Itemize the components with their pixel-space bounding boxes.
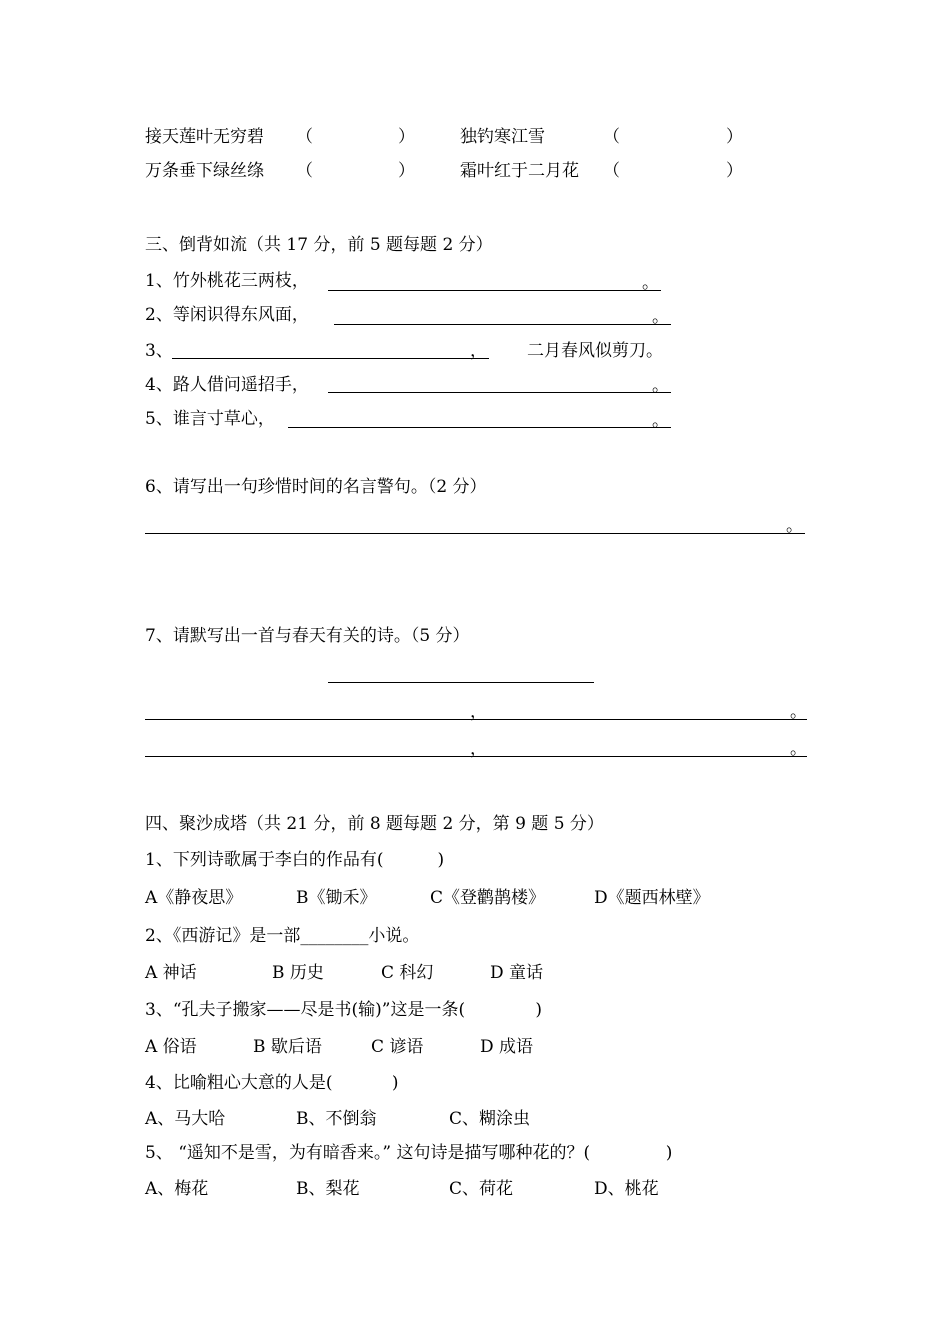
period-mark: 。 xyxy=(790,739,807,759)
option-a: A 俗语 xyxy=(145,1037,197,1057)
close-paren: ） xyxy=(398,127,415,147)
option-c: C《登鹳鹊楼》 xyxy=(430,888,546,908)
option-a: A、梅花 xyxy=(145,1179,209,1199)
option-b: B 歇后语 xyxy=(253,1037,322,1057)
period-mark: 。 xyxy=(790,702,807,722)
question-3-6: 6、请写出一句珍惜时间的名言警句。（2 分） xyxy=(145,477,487,497)
question-3-3-prefix: 3、 xyxy=(145,341,173,361)
answer-blank[interactable] xyxy=(145,533,805,534)
answer-blank[interactable] xyxy=(334,324,671,325)
period-mark: 。 xyxy=(642,273,659,293)
comma-mark: ， xyxy=(470,702,487,722)
question-4-4: 4、比喻粗心大意的人是( ) xyxy=(145,1073,399,1093)
close-paren: ） xyxy=(398,161,415,181)
question-3-2: 2、等闲识得东风面， xyxy=(145,305,309,325)
question-3-4: 4、路人借问遥招手， xyxy=(145,375,309,395)
option-b: B 历史 xyxy=(272,963,324,983)
option-d: D 童话 xyxy=(490,963,544,983)
open-paren: （ xyxy=(603,127,620,147)
answer-blank[interactable] xyxy=(288,427,671,428)
question-3-7: 7、请默写出一首与春天有关的诗。（5 分） xyxy=(145,626,470,646)
question-4-5: 5、 “遥知不是雪，为有暗香来。” 这句诗是描写哪种花的？( ) xyxy=(145,1143,673,1163)
comma-mark: ， xyxy=(470,341,487,361)
option-c: C 谚语 xyxy=(371,1037,424,1057)
close-paren: ） xyxy=(726,127,743,147)
question-3-5: 5、谁言寸草心， xyxy=(145,409,275,429)
option-c: C、荷花 xyxy=(449,1179,514,1199)
option-c: C 科幻 xyxy=(381,963,434,983)
question-4-1: 1、下列诗歌属于李白的作品有( ) xyxy=(145,850,445,870)
question-3-1: 1、竹外桃花三两枝， xyxy=(145,271,309,291)
option-b: B、不倒翁 xyxy=(296,1109,377,1129)
open-paren: （ xyxy=(603,161,620,181)
poem-line-4: 霜叶红于二月花 xyxy=(460,161,579,181)
option-b: B《锄禾》 xyxy=(296,888,377,908)
period-mark: 。 xyxy=(652,307,669,327)
question-4-3: 3、“孔夫子搬家——尽是书(输)”这是一条( ) xyxy=(145,1000,542,1020)
comma-mark: ， xyxy=(470,739,487,759)
poem-line-1: 接天莲叶无穷碧 xyxy=(145,127,264,147)
option-a: A、马大哈 xyxy=(145,1109,226,1129)
period-mark: 。 xyxy=(786,516,803,536)
option-a: A《静夜思》 xyxy=(145,888,243,908)
section-4-title: 四、聚沙成塔（共 21 分，前 8 题每题 2 分，第 9 题 5 分） xyxy=(145,814,604,834)
open-paren: （ xyxy=(296,127,313,147)
option-d: D、桃花 xyxy=(594,1179,659,1199)
poem-line-3: 万条垂下绿丝绦 xyxy=(145,161,264,181)
period-mark: 。 xyxy=(652,411,669,431)
option-b: B、梨花 xyxy=(296,1179,360,1199)
answer-blank[interactable] xyxy=(328,392,671,393)
answer-blank[interactable] xyxy=(172,358,489,359)
question-4-2: 2、《西游记》是一部________小说。 xyxy=(145,926,420,946)
close-paren: ） xyxy=(726,161,743,181)
section-3-title: 三、倒背如流（共 17 分，前 5 题每题 2 分） xyxy=(145,235,493,255)
option-c: C、糊涂虫 xyxy=(449,1109,531,1129)
poem-line-2: 独钓寒江雪 xyxy=(460,127,545,147)
poem-title-blank[interactable] xyxy=(328,682,594,683)
answer-blank[interactable] xyxy=(328,290,661,291)
option-d: D 成语 xyxy=(480,1037,534,1057)
open-paren: （ xyxy=(296,161,313,181)
option-a: A 神话 xyxy=(145,963,197,983)
question-3-3-suffix: 二月春风似剪刀。 xyxy=(527,341,663,361)
period-mark: 。 xyxy=(652,376,669,396)
option-d: D《题西林壁》 xyxy=(594,888,710,908)
